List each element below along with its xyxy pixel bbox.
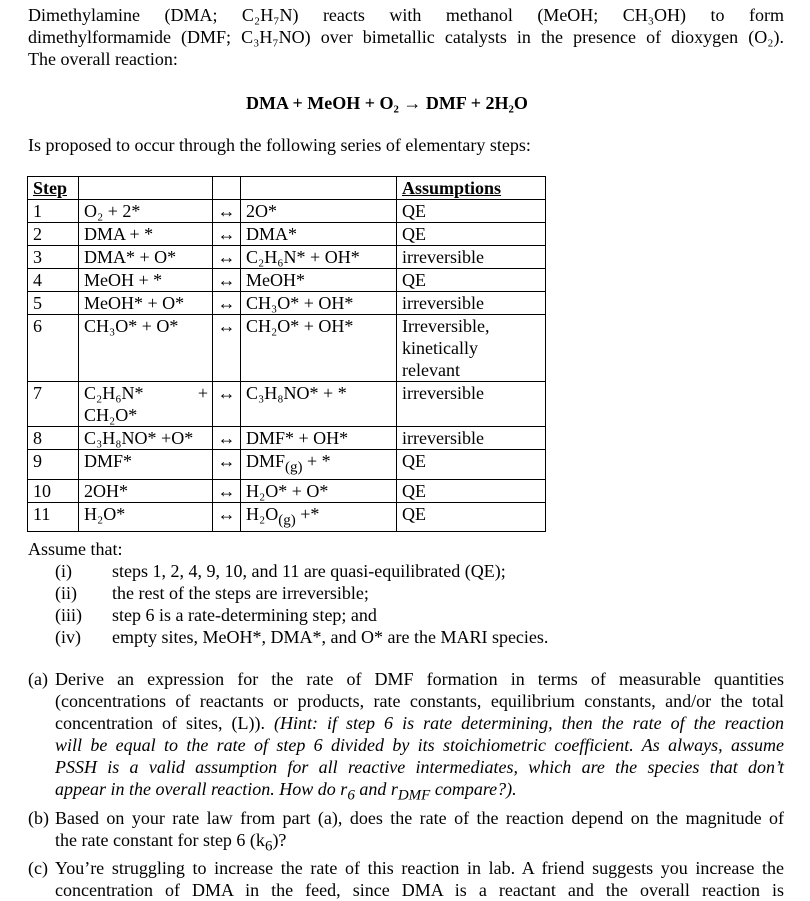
- step-assumption: QE: [397, 502, 546, 532]
- step-products: DMA*: [241, 223, 397, 246]
- step-products: $DMF_{(g)}$ + *: [241, 450, 397, 480]
- table-header-row: [28, 177, 546, 200]
- step-assumption: [397, 315, 546, 382]
- list-item: [28, 582, 784, 604]
- step-number: 3: [28, 246, 79, 269]
- elementary-steps-table: [27, 176, 546, 532]
- step-assumption: QE: [397, 269, 546, 292]
- assumption-line: kinetically: [402, 338, 478, 358]
- table-row: [28, 269, 546, 292]
- step-number: 8: [28, 427, 79, 450]
- step-number: 2: [28, 223, 79, 246]
- step-products: H₂O* + O*: [241, 479, 397, 502]
- step-reactants: DMA + *: [79, 223, 213, 246]
- step-assumption: QE: [397, 450, 546, 480]
- reactant-line: CH₂O*: [84, 405, 138, 425]
- hint: (Hint: if step 6 is rate determining, then the rate of the reaction: [274, 713, 784, 733]
- reversible-arrow-icon: ↔: [213, 450, 241, 480]
- step-reactants: CH₃O* + O*: [79, 315, 213, 382]
- step-products: C₃H₈NO* + *: [241, 382, 397, 427]
- reversible-arrow-icon: ↔: [213, 382, 241, 427]
- step-assumption: irreversible: [397, 292, 546, 315]
- assume-heading: Assume that:: [28, 539, 123, 559]
- step-reactants: MeOH + *: [79, 269, 213, 292]
- reversible-arrow-icon: ↔: [213, 292, 241, 315]
- reactant-line: C₂H₆N*: [84, 383, 144, 403]
- step-number: 6: [28, 315, 79, 382]
- assumption-line: relevant: [402, 360, 460, 380]
- question-label: (a): [28, 669, 48, 689]
- header-assumptions: Assumptions: [397, 177, 546, 200]
- step-number: 9: [28, 450, 79, 480]
- reversible-arrow-icon: ↔: [213, 315, 241, 382]
- list-item: [28, 604, 784, 626]
- table-row: [28, 450, 546, 480]
- header-step: Step: [28, 177, 79, 200]
- questions: [28, 668, 784, 901]
- list-item: [28, 626, 784, 648]
- question-label: (b): [28, 807, 49, 828]
- table-row: [28, 200, 546, 223]
- step-reactants: MeOH* + O*: [79, 292, 213, 315]
- item-number: (i): [55, 561, 72, 581]
- list-item: [28, 560, 784, 582]
- step-products: MeOH*: [241, 269, 397, 292]
- step-assumption: QE: [397, 479, 546, 502]
- step-products: CH₃O* + OH*: [241, 292, 397, 315]
- table-row: [28, 292, 546, 315]
- question-label: (c): [28, 858, 48, 879]
- question-c: (c) You’re struggling to increase the rate of this reaction in lab. A friend suggests you increase the concentration of DMA in the feed, since DMA is a reactant and the overall reaction is: [28, 858, 784, 901]
- step-products: DMF* + OH*: [241, 427, 397, 450]
- step-reactants: DMA* + O*: [79, 246, 213, 269]
- reversible-arrow-icon: ↔: [213, 502, 241, 532]
- step-reactants: O₂ + 2*: [79, 200, 213, 223]
- question-a: (a) Derive an expression for the rate of DMF formation in terms of measurable quantities (concentrations of reactants or products, rate constants, equilibrium constants, and/or the total concentration of sites, (L)). (Hint: if step 6 is rate determining, then the rate of the reaction will be equal to the rate of step 6 divided by its stoichiometric coefficient. As always, assume PSSH is a valid assumption for all reactive intermediates, which are the species that don’t appear in the overall reaction. How do $r_6$ and $r_{DMF}$ compare?).: [28, 669, 784, 804]
- item-text: step 6 is a rate-determining step; and: [112, 605, 377, 625]
- reversible-arrow-icon: ↔: [213, 427, 241, 450]
- table-row: [28, 479, 546, 502]
- step-products: C₂H₆N* + OH*: [241, 246, 397, 269]
- step-assumption: QE: [397, 200, 546, 223]
- item-number: (iv): [55, 627, 81, 647]
- reversible-arrow-icon: ↔: [213, 269, 241, 292]
- proposal-text: Is proposed to occur through the following series of elementary steps:: [28, 135, 531, 155]
- step-assumption: irreversible: [397, 427, 546, 450]
- step-products: CH₂O* + OH*: [241, 315, 397, 382]
- reversible-arrow-icon: ↔: [213, 223, 241, 246]
- step-products: 2O*: [241, 200, 397, 223]
- table-row: [28, 246, 546, 269]
- intro-line-1: Dimethylamine (DMA; C₂H₇N) reacts with methanol (MeOH; CH₃OH) to form: [28, 5, 784, 25]
- table-row: [28, 502, 546, 532]
- step-products: $H_2O_{(g)}$ +*: [241, 502, 397, 532]
- table-row: [28, 223, 546, 246]
- step-number: 1: [28, 200, 79, 223]
- plus-sign: +: [197, 383, 208, 403]
- reversible-arrow-icon: ↔: [213, 479, 241, 502]
- step-assumption: irreversible: [397, 246, 546, 269]
- assumption-list: [28, 560, 784, 648]
- step-number: 11: [28, 502, 79, 532]
- overall-reaction: DMA + MeOH + O₂ → DMF + 2H₂O: [246, 93, 528, 113]
- step-reactants: [79, 382, 213, 427]
- step-number: 7: [28, 382, 79, 427]
- item-text: the rest of the steps are irreversible;: [112, 583, 369, 603]
- item-text: steps 1, 2, 4, 9, 10, and 11 are quasi-equilibrated (QE);: [112, 561, 506, 581]
- table-row: [28, 315, 546, 382]
- intro-line-3: The overall reaction:: [28, 49, 178, 69]
- step-reactants: DMF*: [79, 450, 213, 480]
- step-reactants: C₃H₈NO* +O*: [79, 427, 213, 450]
- item-text: empty sites, MeOH*, DMA*, and O* are the MARI species.: [112, 627, 549, 647]
- step-assumption: irreversible: [397, 382, 546, 427]
- step-number: 10: [28, 479, 79, 502]
- item-number: (ii): [55, 583, 77, 603]
- reversible-arrow-icon: ↔: [213, 246, 241, 269]
- step-assumption: QE: [397, 223, 546, 246]
- step-number: 4: [28, 269, 79, 292]
- question-b: (b) Based on your rate law from part (a), does the rate of the reaction depend on the magnitude of the rate constant for step 6 $(k_6)$?: [28, 807, 784, 855]
- step-reactants: H₂O*: [79, 502, 213, 532]
- table-row: [28, 427, 546, 450]
- step-number: 5: [28, 292, 79, 315]
- reversible-arrow-icon: ↔: [213, 200, 241, 223]
- table-row: [28, 382, 546, 427]
- intro-line-2: dimethylformamide (DMF; C₃H₇NO) over bimetallic catalysts in the presence of dioxygen (O₂).: [28, 27, 784, 47]
- assumption-line: Irreversible,: [402, 316, 490, 336]
- item-number: (iii): [55, 605, 82, 625]
- step-reactants: 2OH*: [79, 479, 213, 502]
